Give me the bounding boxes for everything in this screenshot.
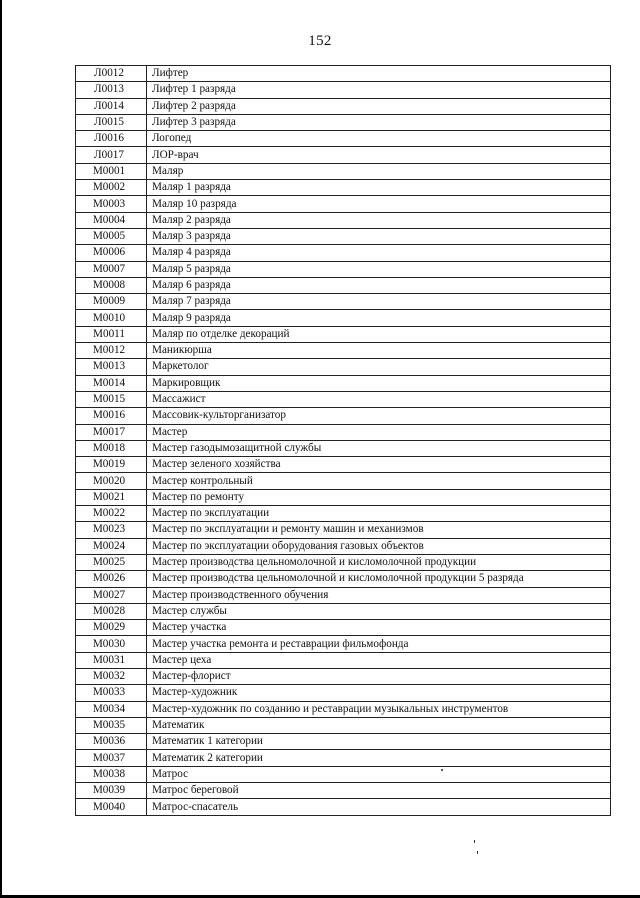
row-code: М0039 [76,783,147,799]
row-code: М0030 [76,636,147,652]
row-code: М0009 [76,294,147,310]
row-occupation-name: Маляр 2 разряда [147,212,611,228]
table-row [76,114,611,130]
table-row [76,147,611,163]
row-occupation-name: Мастер участка ремонта и реставрации фильмофонда [147,636,611,652]
table-row [76,750,611,766]
row-occupation-name: Мастер газодымозащитной службы [147,440,611,456]
row-code: М0022 [76,506,147,522]
table-row [76,391,611,407]
row-occupation-name: Маляр 3 разряда [147,228,611,244]
row-occupation-name: Мастер-художник [147,685,611,701]
table-row [76,424,611,440]
row-occupation-name: Маляр 5 разряда [147,261,611,277]
table-row [76,82,611,98]
table-row [76,343,611,359]
table-row [76,163,611,179]
row-code: М0027 [76,587,147,603]
row-code: М0005 [76,228,147,244]
row-code: М0035 [76,717,147,733]
row-code: М0031 [76,652,147,668]
table-row [76,212,611,228]
row-code: Л0013 [76,82,147,98]
scan-speck [477,851,478,854]
row-code: М0038 [76,766,147,782]
row-code: М0006 [76,245,147,261]
row-occupation-name: Матрос береговой [147,783,611,799]
scan-speck [474,840,475,843]
table-row [76,408,611,424]
table-row [76,506,611,522]
table-row [76,180,611,196]
row-occupation-name: Лифтер 3 разряда [147,114,611,130]
row-code: М0004 [76,212,147,228]
table-row [76,473,611,489]
table-row [76,277,611,293]
row-code: М0032 [76,668,147,684]
row-code: Л0015 [76,114,147,130]
row-occupation-name: Мастер службы [147,603,611,619]
row-code: М0028 [76,603,147,619]
table-row [76,685,611,701]
row-occupation-name: Математик 2 категории [147,750,611,766]
row-code: М0040 [76,799,147,815]
row-code: М0017 [76,424,147,440]
row-occupation-name: Матрос [147,766,611,782]
table-row [76,359,611,375]
row-occupation-name: Маляр 1 разряда [147,180,611,196]
row-code: М0029 [76,620,147,636]
row-code: М0025 [76,554,147,570]
row-occupation-name: Массовик-культорганизатор [147,408,611,424]
table-row [76,522,611,538]
row-occupation-name: Маркировщик [147,375,611,391]
table-row [76,554,611,570]
row-occupation-name: Маркетолог [147,359,611,375]
table-row [76,538,611,554]
table-row [76,571,611,587]
table-row [76,620,611,636]
row-code: М0033 [76,685,147,701]
row-code: М0015 [76,391,147,407]
row-occupation-name: Лифтер 1 разряда [147,82,611,98]
row-code: М0020 [76,473,147,489]
table-row [76,326,611,342]
table-row [76,245,611,261]
row-occupation-name: Маляр [147,163,611,179]
scan-speck [441,769,443,771]
table-row [76,603,611,619]
row-occupation-name: Мастер контрольный [147,473,611,489]
row-occupation-name: Мастер по эксплуатации и ремонту машин и механизмов [147,522,611,538]
table-row [76,261,611,277]
row-code: М0018 [76,440,147,456]
row-code: М0026 [76,571,147,587]
table-row [76,457,611,473]
table-row [76,375,611,391]
table-row [76,668,611,684]
table-row [76,799,611,815]
row-occupation-name: Мастер участка [147,620,611,636]
row-occupation-name: Мастер производства цельномолочной и кисломолочной продукции 5 разряда [147,571,611,587]
table-row [76,652,611,668]
table-row [76,440,611,456]
row-code: Л0012 [76,66,147,82]
table-row [76,489,611,505]
page-number: 152 [308,33,332,49]
row-occupation-name: Мастер-художник по созданию и реставрации музыкальных инструментов [147,701,611,717]
row-occupation-name: Мастер цеха [147,652,611,668]
row-code: Л0014 [76,98,147,114]
row-occupation-name: Математик 1 категории [147,734,611,750]
row-code: М0012 [76,343,147,359]
row-code: М0019 [76,457,147,473]
row-code: М0021 [76,489,147,505]
row-occupation-name: Лифтер 2 разряда [147,98,611,114]
table-row [76,636,611,652]
table-row [76,783,611,799]
row-occupation-name: Маляр 10 разряда [147,196,611,212]
table-row [76,294,611,310]
row-occupation-name: Мастер производства цельномолочной и кисломолочной продукции [147,554,611,570]
row-occupation-name: Маникюрша [147,343,611,359]
occupation-table [75,65,610,816]
row-code: М0013 [76,359,147,375]
row-code: М0014 [76,375,147,391]
table-row [76,717,611,733]
row-occupation-name: Лифтер [147,66,611,82]
row-code: М0003 [76,196,147,212]
table-row [76,701,611,717]
table-row [76,196,611,212]
row-code: М0023 [76,522,147,538]
row-occupation-name: Мастер по ремонту [147,489,611,505]
table-row [76,131,611,147]
row-code: М0008 [76,277,147,293]
row-code: М0024 [76,538,147,554]
row-code: М0010 [76,310,147,326]
row-code: М0002 [76,180,147,196]
table-row [76,66,611,82]
table-body [76,66,611,816]
row-occupation-name: Маляр 6 разряда [147,277,611,293]
table-row [76,310,611,326]
table-row [76,587,611,603]
row-occupation-name: Маляр 7 разряда [147,294,611,310]
row-occupation-name: Мастер производственного обучения [147,587,611,603]
row-code: М0016 [76,408,147,424]
row-occupation-name: Мастер по эксплуатации [147,506,611,522]
row-occupation-name: Математик [147,717,611,733]
row-occupation-name: Матрос-спасатель [147,799,611,815]
row-occupation-name: Мастер [147,424,611,440]
row-occupation-name: Логопед [147,131,611,147]
row-code: М0007 [76,261,147,277]
row-code: М0034 [76,701,147,717]
row-occupation-name: Мастер зеленого хозяйства [147,457,611,473]
row-occupation-name: ЛОР-врач [147,147,611,163]
row-code: М0036 [76,734,147,750]
table-row [76,766,611,782]
row-code: Л0016 [76,131,147,147]
row-occupation-name: Маляр 9 разряда [147,310,611,326]
row-occupation-name: Мастер по эксплуатации оборудования газовых объектов [147,538,611,554]
row-occupation-name: Маляр 4 разряда [147,245,611,261]
row-code: М0011 [76,326,147,342]
row-code: М0037 [76,750,147,766]
scan-edge-left [0,0,2,898]
table-row [76,98,611,114]
row-occupation-name: Маляр по отделке декораций [147,326,611,342]
table-row [76,228,611,244]
row-occupation-name: Мастер-флорист [147,668,611,684]
table-row [76,734,611,750]
row-occupation-name: Массажист [147,391,611,407]
row-code: Л0017 [76,147,147,163]
row-code: М0001 [76,163,147,179]
